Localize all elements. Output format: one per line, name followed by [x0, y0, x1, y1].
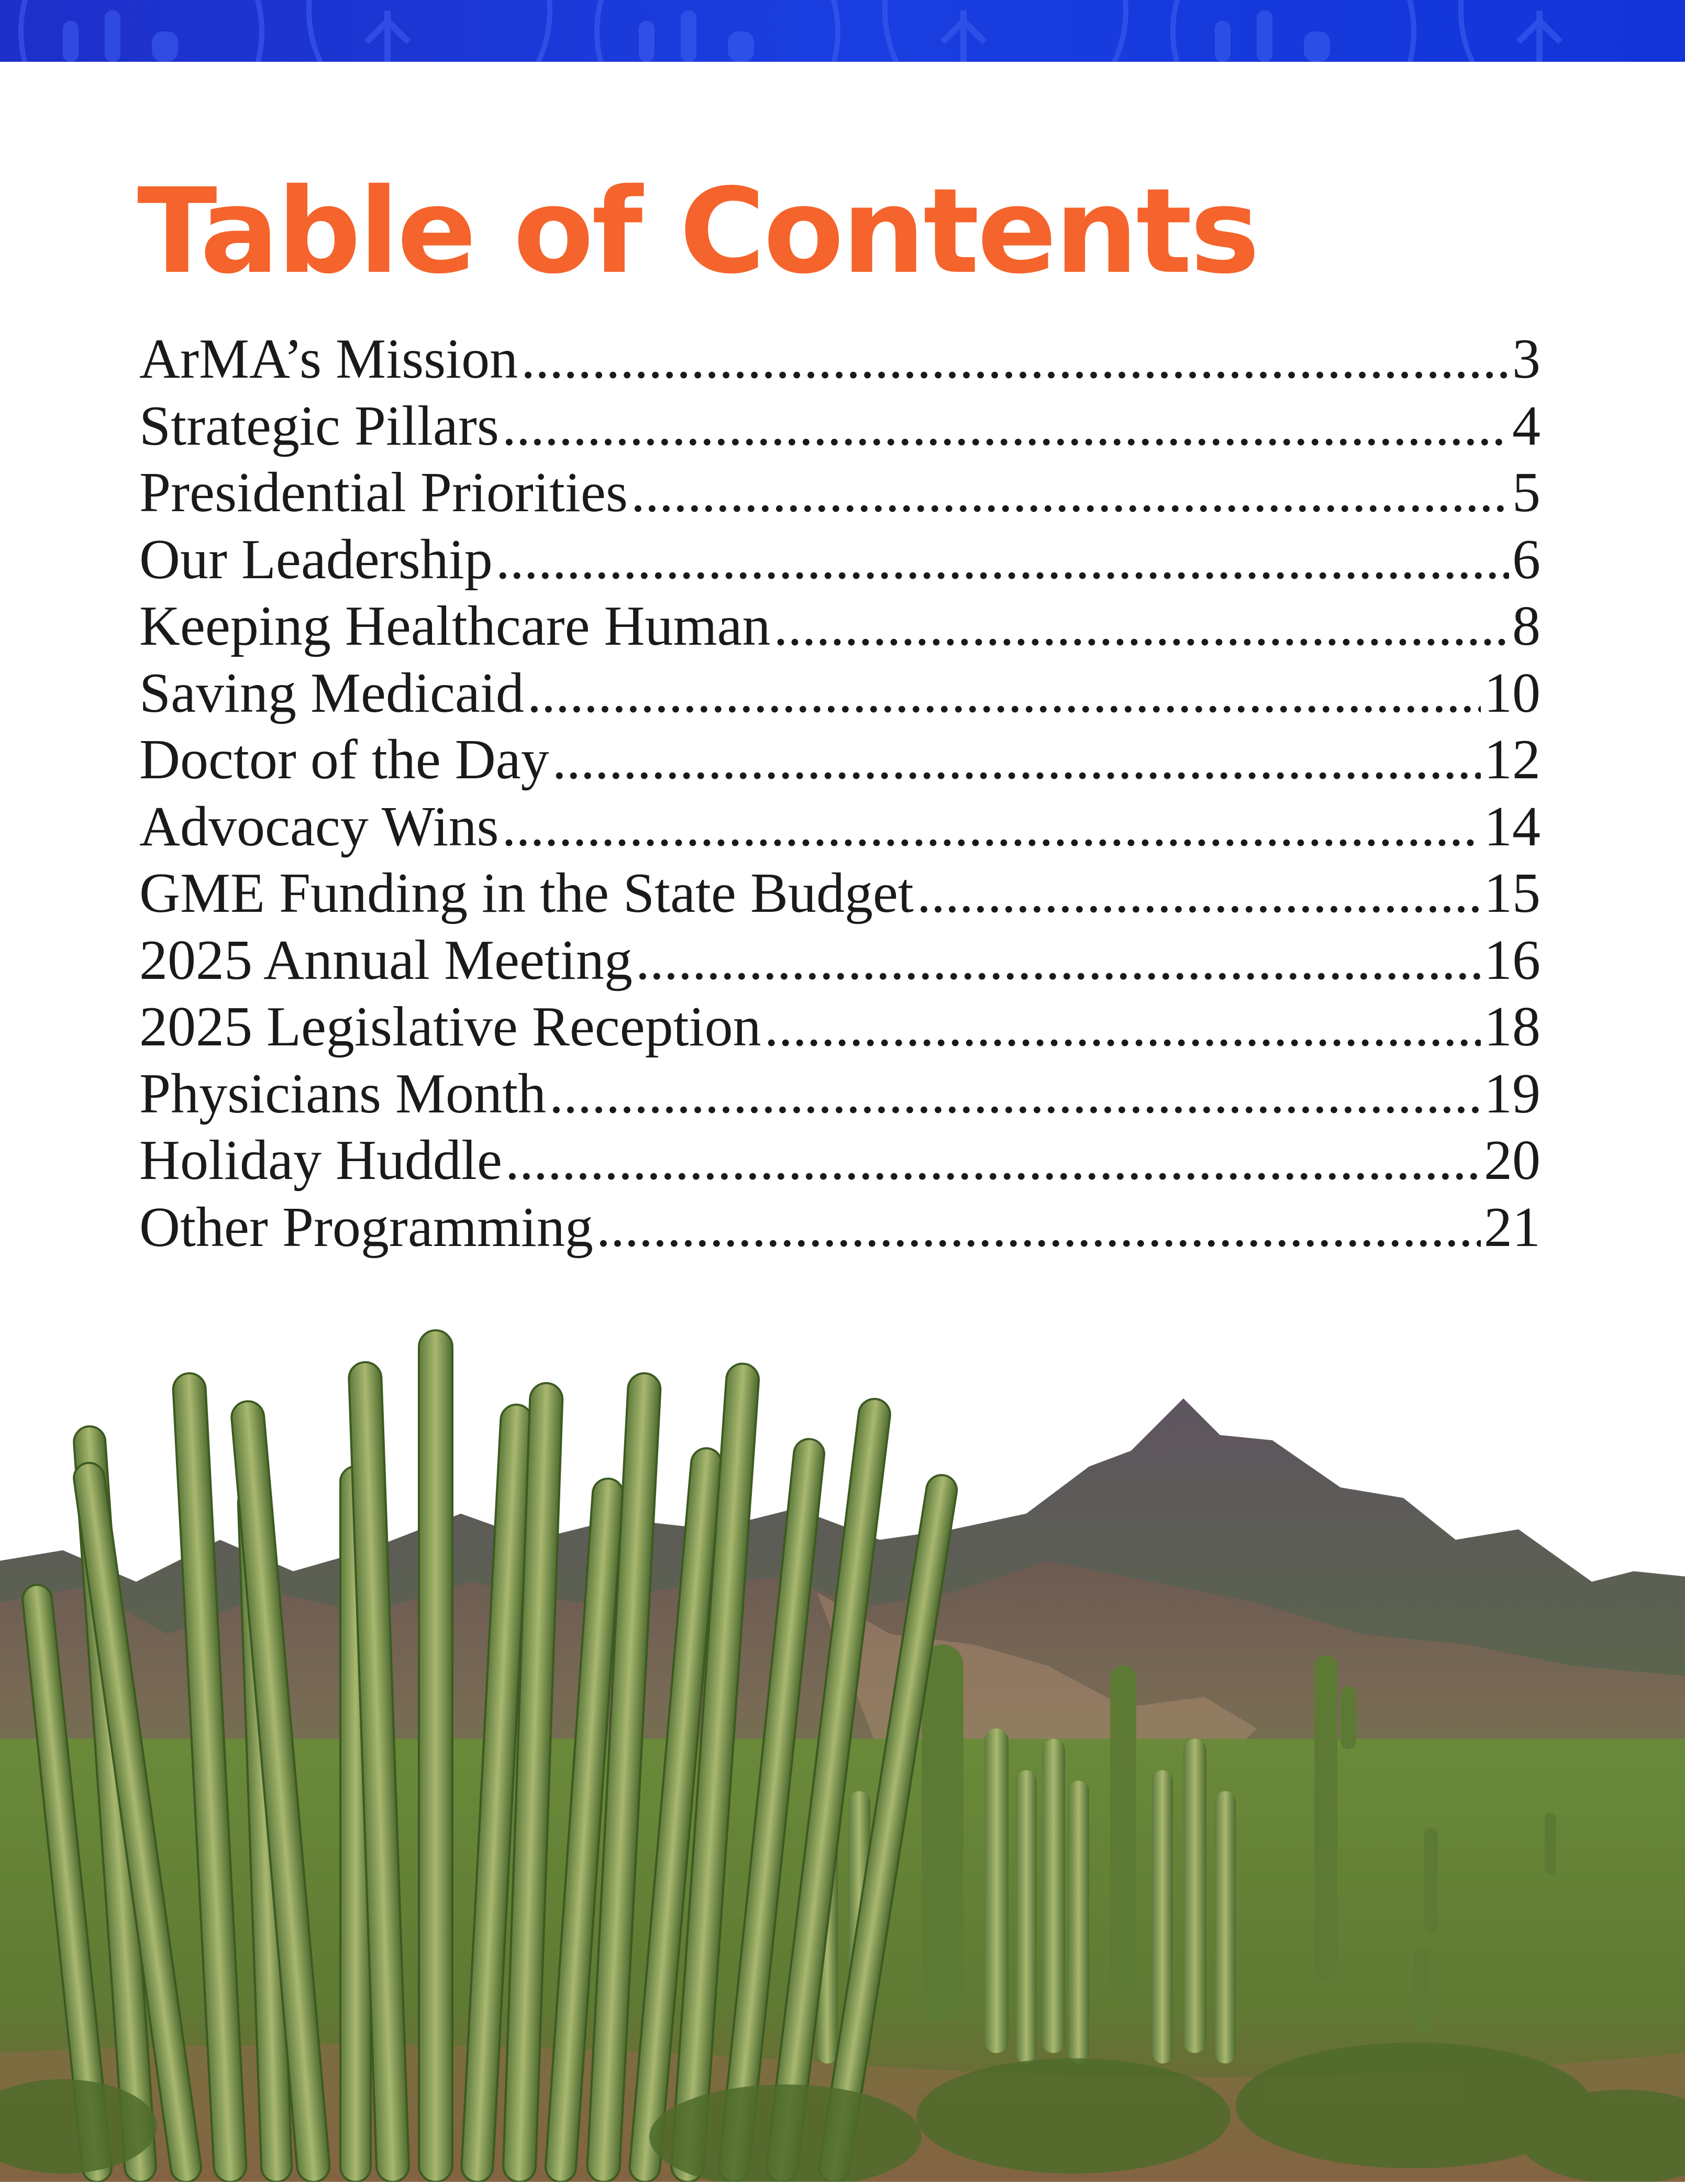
toc-entry[interactable]	[139, 726, 1540, 793]
toc-entry-label: Strategic Pillars	[139, 394, 499, 457]
dot-leader	[502, 393, 1509, 460]
landscape-illustration	[0, 1267, 1685, 2182]
dot-leader	[527, 660, 1481, 727]
toc-entry-label: 2025 Annual Meeting	[139, 929, 633, 991]
toc-entry[interactable]	[139, 393, 1540, 460]
toc-entry-page: 8	[1512, 595, 1540, 657]
toc-entry-page: 12	[1484, 729, 1540, 791]
page-title: Table of Contents	[137, 163, 1258, 300]
toc-entry-label: Doctor of the Day	[139, 729, 549, 791]
toc-entry-label: Our Leadership	[139, 528, 493, 591]
toc-entry-page: 18	[1484, 996, 1540, 1058]
toc-entry[interactable]	[139, 326, 1540, 393]
toc-entry[interactable]	[139, 994, 1540, 1061]
dot-leader	[631, 459, 1509, 526]
toc-entry-label: Other Programming	[139, 1196, 593, 1259]
dot-leader	[596, 1194, 1481, 1261]
dot-leader	[505, 1127, 1481, 1194]
toc-entry-page: 21	[1484, 1196, 1540, 1259]
toc-entry-page: 19	[1484, 1062, 1540, 1125]
dot-leader	[773, 593, 1509, 660]
toc-entry-page: 16	[1484, 929, 1540, 991]
toc-entry[interactable]	[139, 593, 1540, 660]
toc-entry[interactable]	[139, 660, 1540, 727]
toc-entry-page: 4	[1512, 394, 1540, 457]
toc-entry[interactable]	[139, 1127, 1540, 1194]
toc-entry-label: Advocacy Wins	[139, 795, 499, 858]
dot-leader	[502, 793, 1481, 861]
toc-entry-page: 15	[1484, 862, 1540, 924]
toc-entry[interactable]	[139, 860, 1540, 927]
toc-entry-label: Holiday Huddle	[139, 1129, 502, 1192]
toc-entry-page: 10	[1484, 661, 1540, 724]
toc-entry[interactable]	[139, 1194, 1540, 1261]
toc-entry-page: 5	[1512, 461, 1540, 524]
toc-entry-page: 14	[1484, 795, 1540, 858]
dot-leader	[521, 326, 1509, 393]
toc-entry-page: 3	[1512, 328, 1540, 390]
toc-entry-label: Physicians Month	[139, 1062, 547, 1125]
toc-entry-page: 6	[1512, 528, 1540, 591]
dot-leader	[764, 994, 1481, 1061]
desert-cactus-photo	[0, 1267, 1685, 2182]
toc-entry-label: ArMA’s Mission	[139, 328, 518, 390]
toc-entry[interactable]	[139, 793, 1540, 861]
toc-entry-label: Saving Medicaid	[139, 661, 524, 724]
dot-leader	[549, 1061, 1481, 1128]
toc-entry[interactable]	[139, 927, 1540, 994]
toc-entry[interactable]	[139, 526, 1540, 593]
top-banner	[0, 0, 1685, 62]
toc-entry-label: Keeping Healthcare Human	[139, 595, 771, 657]
toc-entry-label: GME Funding in the State Budget	[139, 862, 914, 924]
toc-entry[interactable]	[139, 1061, 1540, 1128]
toc-entry[interactable]	[139, 459, 1540, 526]
table-of-contents	[139, 326, 1540, 1261]
dot-leader	[496, 526, 1509, 593]
banner-pattern	[0, 0, 1685, 62]
toc-entry-label: Presidential Priorities	[139, 461, 628, 524]
toc-entry-label: 2025 Legislative Reception	[139, 996, 761, 1058]
dot-leader	[552, 726, 1481, 793]
dot-leader	[917, 860, 1481, 927]
toc-entry-page: 20	[1484, 1129, 1540, 1192]
dot-leader	[636, 927, 1481, 994]
